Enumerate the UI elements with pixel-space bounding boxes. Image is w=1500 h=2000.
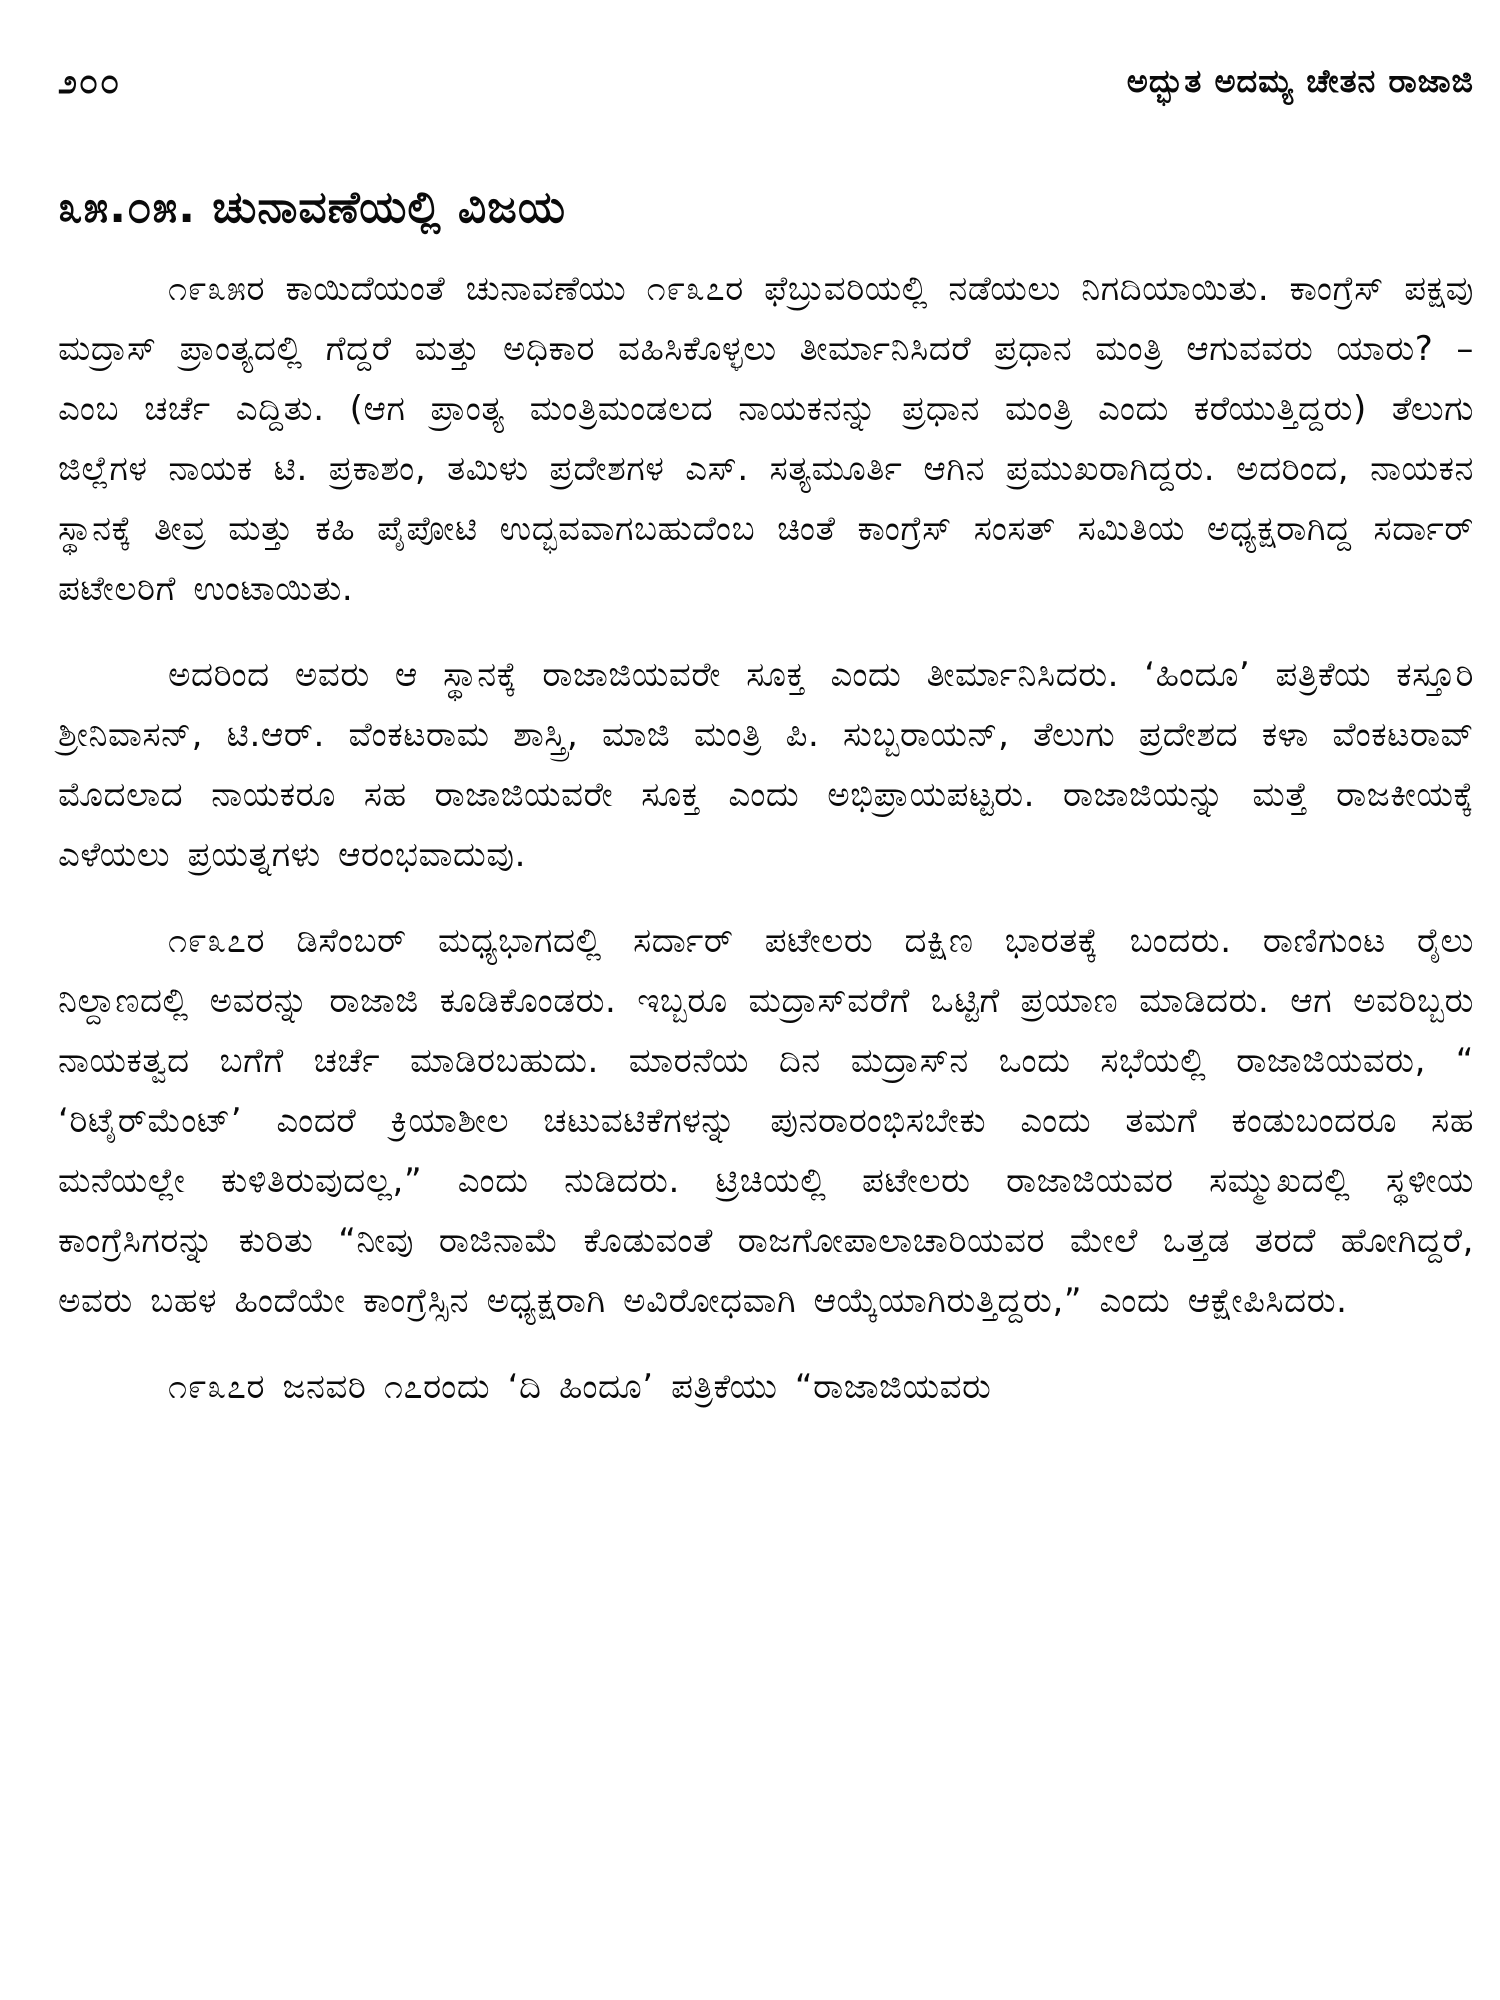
book-page bbox=[58, 40, 1474, 1980]
book-title: ಅದ್ಭುತ ಅದಮ್ಯ ಚೇತನ ರಾಜಾಜಿ bbox=[1126, 62, 1474, 100]
paragraph: ೧೯೩೫ರ ಕಾಯಿದೆಯಂತೆ ಚುನಾವಣೆಯು ೧೯೩೭ರ ಫೆಬ್ರುವರಿಯಲ್ಲಿ ನಡೆಯಲು ನಿಗದಿಯಾಯಿತು. ಕಾಂಗ್ರೆಸ್ ಪಕ್ಷವು ಮದ್ರಾಸ್ ಪ್ರಾಂತ್ಯದಲ್ಲಿ ಗೆದ್ದರೆ ಮತ್ತು ಅಧಿಕಾರ ವಹಿಸಿಕೊಳ್ಳಲು ತೀರ್ಮಾನಿಸಿದರೆ ಪ್ರಧಾನ ಮಂತ್ರಿ ಆಗುವವರು ಯಾರು? – ಎಂಬ ಚರ್ಚೆ ಎದ್ದಿತು. (ಆಗ ಪ್ರಾಂತ್ಯ ಮಂತ್ರಿಮಂಡಲದ ನಾಯಕನನ್ನು ಪ್ರಧಾನ ಮಂತ್ರಿ ಎಂದು ಕರೆಯುತ್ತಿದ್ದರು) ತೆಲುಗು ಜಿಲ್ಲೆಗಳ ನಾಯಕ ಟಿ. ಪ್ರಕಾಶಂ, ತಮಿಳು ಪ್ರದೇಶಗಳ ಎಸ್. ಸತ್ಯಮೂರ್ತಿ ಆಗಿನ ಪ್ರಮುಖರಾಗಿದ್ದರು. ಅದರಿಂದ, ನಾಯಕನ ಸ್ಥಾನಕ್ಕೆ ತೀವ್ರ ಮತ್ತು ಕಹಿ ಪೈಪೋಟಿ ಉದ್ಭವವಾಗಬಹುದೆಂಬ ಚಿಂತೆ ಕಾಂಗ್ರೆಸ್ ಸಂಸತ್ ಸಮಿತಿಯ ಅಧ್ಯಕ್ಷರಾಗಿದ್ದ ಸರ್ದಾರ್ ಪಟೇಲರಿಗೆ ಉಂಟಾಯಿತು. bbox=[58, 268, 1474, 609]
paragraph: ೧೯೩೭ರ ಜನವರಿ ೧೭ರಂದು ‘ದಿ ಹಿಂದೂ’ ಪತ್ರಿಕೆಯು “ರಾಜಾಜಿಯವರು bbox=[168, 1366, 992, 1407]
section-heading: ೩೫.೦೫. ಚುನಾವಣೆಯಲ್ಲಿ ವಿಜಯ bbox=[58, 182, 566, 233]
running-header bbox=[58, 40, 1474, 120]
paragraph: ೧೯೩೭ರ ಡಿಸೆಂಬರ್ ಮಧ್ಯಭಾಗದಲ್ಲಿ ಸರ್ದಾರ್ ಪಟೇಲರು ದಕ್ಷಿಣ ಭಾರತಕ್ಕೆ ಬಂದರು. ರಾಣಿಗುಂಟ ರೈಲು ನಿಲ್ದಾಣದಲ್ಲಿ ಅವರನ್ನು ರಾಜಾಜಿ ಕೂಡಿಕೊಂಡರು. ಇಬ್ಬರೂ ಮದ್ರಾಸ್‌ವರೆಗೆ ಒಟ್ಟಿಗೆ ಪ್ರಯಾಣ ಮಾಡಿದರು. ಆಗ ಅವರಿಬ್ಬರು ನಾಯಕತ್ವದ ಬಗೆಗೆ ಚರ್ಚೆ ಮಾಡಿರಬಹುದು. ಮಾರನೆಯ ದಿನ ಮದ್ರಾಸ್‌ನ ಒಂದು ಸಭೆಯಲ್ಲಿ ರಾಜಾಜಿಯವರು, “ ‘ರಿಟೈರ್‌ಮೆಂಟ್’ ಎಂದರೆ ಕ್ರಿಯಾಶೀಲ ಚಟುವಟಿಕೆಗಳನ್ನು ಪುನರಾರಂಭಿಸಬೇಕು ಎಂದು ತಮಗೆ ಕಂಡುಬಂದರೂ ಸಹ ಮನೆಯಲ್ಲೇ ಕುಳಿತಿರುವುದಲ್ಲ,” ಎಂದು ನುಡಿದರು. ಟ್ರಿಚಿಯಲ್ಲಿ ಪಟೇಲರು ರಾಜಾಜಿಯವರ ಸಮ್ಮುಖದಲ್ಲಿ ಸ್ಥಳೀಯ ಕಾಂಗ್ರೆಸಿಗರನ್ನು ಕುರಿತು “ನೀವು ರಾಜಿನಾಮೆ ಕೊಡುವಂತೆ ರಾಜಗೋಪಾಲಾಚಾರಿಯವರ ಮೇಲೆ ಒತ್ತಡ ತರದೆ ಹೋಗಿದ್ದರೆ, ಅವರು ಬಹಳ ಹಿಂದೆಯೇ ಕಾಂಗ್ರೆಸ್ಸಿನ ಅಧ್ಯಕ್ಷರಾಗಿ ಅವಿರೋಧವಾಗಿ ಆಯ್ಕೆಯಾಗಿರುತ್ತಿದ್ದರು,” ಎಂದು ಆಕ್ಷೇಪಿಸಿದರು. bbox=[58, 920, 1474, 1321]
paragraph: ಅದರಿಂದ ಅವರು ಆ ಸ್ಥಾನಕ್ಕೆ ರಾಜಾಜಿಯವರೇ ಸೂಕ್ತ ಎಂದು ತೀರ್ಮಾನಿಸಿದರು. ‘ಹಿಂದೂ’ ಪತ್ರಿಕೆಯ ಕಸ್ತೂರಿ ಶ್ರೀನಿವಾಸನ್, ಟಿ.ಆರ್. ವೆಂಕಟರಾಮ ಶಾಸ್ತ್ರಿ, ಮಾಜಿ ಮಂತ್ರಿ ಪಿ. ಸುಬ್ಬರಾಯನ್, ತೆಲುಗು ಪ್ರದೇಶದ ಕಳಾ ವೆಂಕಟರಾವ್ ಮೊದಲಾದ ನಾಯಕರೂ ಸಹ ರಾಜಾಜಿಯವರೇ ಸೂಕ್ತ ಎಂದು ಅಭಿಪ್ರಾಯಪಟ್ಟರು. ರಾಜಾಜಿಯನ್ನು ಮತ್ತೆ ರಾಜಕೀಯಕ್ಕೆ ಎಳೆಯಲು ಪ್ರಯತ್ನಗಳು ಆರಂಭವಾದುವು. bbox=[58, 654, 1474, 875]
page-number: ೨೦೦ bbox=[58, 62, 122, 102]
